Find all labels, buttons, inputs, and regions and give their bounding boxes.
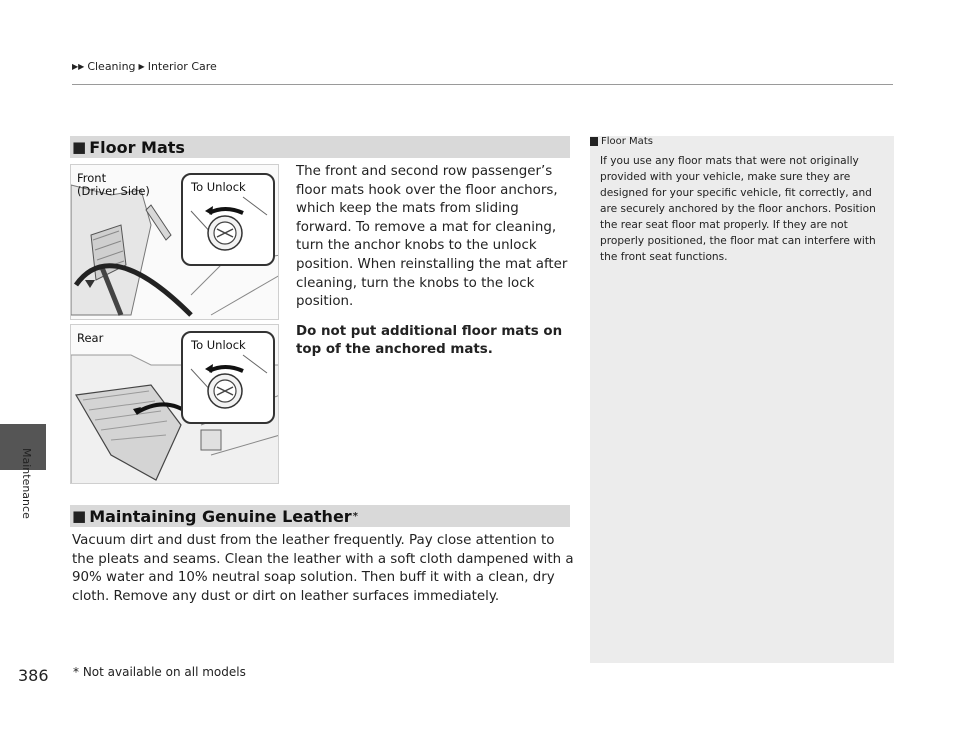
figure-front-label: Front (Driver Side) [77,171,150,198]
section-square-icon: ■ [72,138,87,156]
header-divider [72,84,893,85]
note-marker-icon [590,137,598,146]
section-header-floor-mats [70,136,570,158]
sidebar-note-text: If you use any floor mats that were not originally provided with your vehicle, make sure they are designed for your specific vehicle, fit correctly, and are securely anchored by the floor anchors. Position the rear seat floor mat properly. If they are not properly positioned, the floor mat can interfere with the front seat functions. [600,155,876,263]
breadcrumb-item-cleaning[interactable]: Cleaning [87,60,136,73]
floor-mats-paragraph: The front and second row passenger’s floor mats hook over the floor anchors, which keep the mats from sliding forward. To remove a mat for cleaning, turn the anchor knobs to the unlock position. When reinstalling the mat after cleaning, turn the knobs to the lock position. [296,164,568,310]
callout-label: To Unlock [191,338,246,352]
leather-care-paragraph: Vacuum dirt and dust from the leather frequently. Pay close attention to the pleats and seams. Clean the leather with a soft cloth dampened with a 90% water and 10% neutral soap solution. Then buff it with a clean, dry cloth. Remove any dust or dirt on leather surfaces immediately. [72,533,574,604]
sidebar-note-floor-mats [590,136,894,663]
floor-mats-description [296,163,572,360]
section-header-genuine-leather [70,505,570,527]
figure-front-floor-mat [70,164,279,320]
footnote: * Not available on all models [73,665,246,679]
not-all-models-asterisk: * [352,510,358,522]
page-number: 386 [18,666,49,685]
section-title: Floor Mats [89,137,185,157]
chapter-label: Maintenance [20,448,33,519]
callout-to-unlock-front [181,173,275,266]
callout-label: To Unlock [191,180,246,194]
callout-to-unlock-rear [181,331,275,424]
breadcrumb-arrow-icon: ▶▶ [72,62,85,71]
breadcrumb-item-interior-care[interactable]: Interior Care [147,60,217,73]
anchor-knob-unlock-icon [183,333,273,422]
sidebar-note-heading: Floor Mats [590,136,653,147]
section-square-icon: ■ [72,507,87,525]
anchor-knob-unlock-icon [183,175,273,264]
floor-mats-warning: Do not put additional floor mats on top of the anchored mats. [296,323,563,358]
section-title: Maintaining Genuine Leather [89,506,352,526]
breadcrumb-arrow-icon: ▶ [138,62,145,71]
figure-rear-floor-mat [70,324,279,484]
breadcrumb [72,60,217,73]
figure-rear-label: Rear [77,331,104,345]
